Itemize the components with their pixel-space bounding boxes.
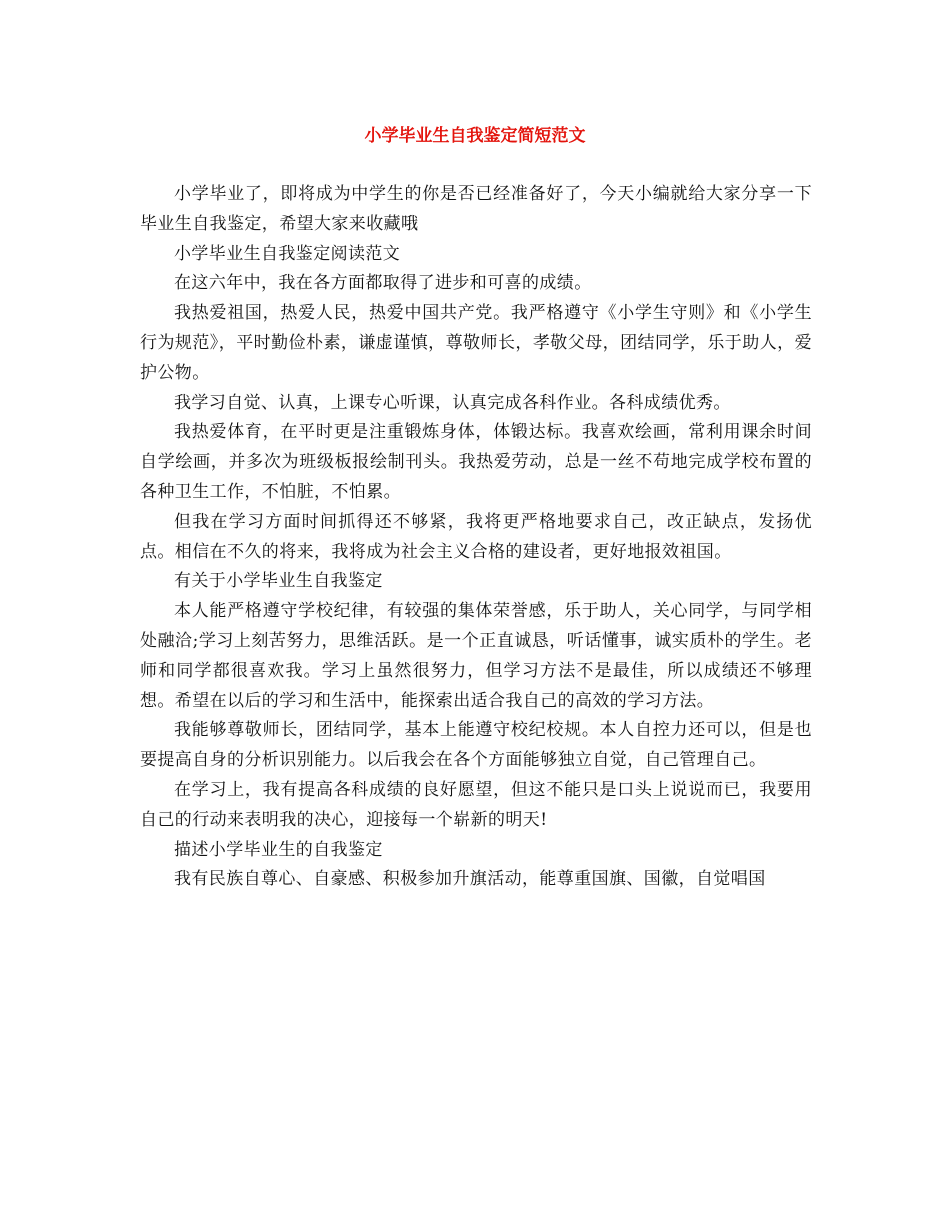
paragraph-intro: 小学毕业了，即将成为中学生的你是否已经准备好了，今天小编就给大家分享一下毕业生自我鉴定，希望大家来收藏哦 bbox=[140, 184, 812, 234]
document-body bbox=[140, 180, 812, 895]
paragraph: 我能够尊敬师长，团结同学，基本上能遵守校纪校规。本人自控力还可以，但是也要提高自身的分析识别能力。以后我会在各个方面能够独立自觉，自己管理自己。 bbox=[140, 720, 812, 771]
section-heading-describe: 描述小学毕业生的自我鉴定 bbox=[174, 839, 383, 860]
paragraph: 在这六年中，我在各方面都取得了进步和可喜的成绩。 bbox=[174, 273, 592, 294]
paragraph: 在学习上，我有提高各科成绩的良好愿望，但这不能只是口头上说说而已，我要用自己的行动来表明我的决心，迎接每一个崭新的明天! bbox=[140, 779, 812, 830]
paragraph: 我学习自觉、认真，上课专心听课，认真完成各科作业。各科成绩优秀。 bbox=[174, 392, 731, 413]
document-title: 小学毕业生自我鉴定简短范文 bbox=[364, 126, 586, 146]
paragraph: 我热爱祖国，热爱人民，热爱中国共产党。我严格遵守《小学生守则》和《小学生行为规范》，平时勤俭朴素，谦虚谨慎，尊敬师长，孝敬父母，团结同学，乐于助人，爱护公物。 bbox=[140, 303, 812, 383]
paragraph: 本人能严格遵守学校纪律，有较强的集体荣誉感，乐于助人，关心同学，与同学相处融洽;学习上刻苦努力，思维活跃。是一个正直诚恳，听话懂事，诚实质朴的学生。老师和同学都很喜欢我。学习上虽然很努力，但学习方法不是最佳，所以成绩还不够理想。希望在以后的学习和生活中，能探索出适合我自己的高效的学习方法。 bbox=[140, 601, 812, 711]
paragraph: 但我在学习方面时间抓得还不够紧，我将更严格地要求自己，改正缺点，发扬优点。相信在不久的将来，我将成为社会主义合格的建设者，更好地报效祖国。 bbox=[140, 511, 812, 562]
paragraph: 我有民族自尊心、自豪感、积极参加升旗活动，能尊重国旗、国徽，自觉唱国 bbox=[174, 869, 766, 890]
section-heading-related: 有关于小学毕业生自我鉴定 bbox=[174, 571, 383, 592]
paragraph: 我热爱体育，在平时更是注重锻炼身体，体锻达标。我喜欢绘画，常利用课余时间自学绘画，并多次为班级板报绘制刊头。我热爱劳动，总是一丝不苟地完成学校布置的各种卫生工作，不怕脏，不怕累。 bbox=[140, 422, 812, 502]
section-heading-reading-sample: 小学毕业生自我鉴定阅读范文 bbox=[174, 243, 401, 264]
